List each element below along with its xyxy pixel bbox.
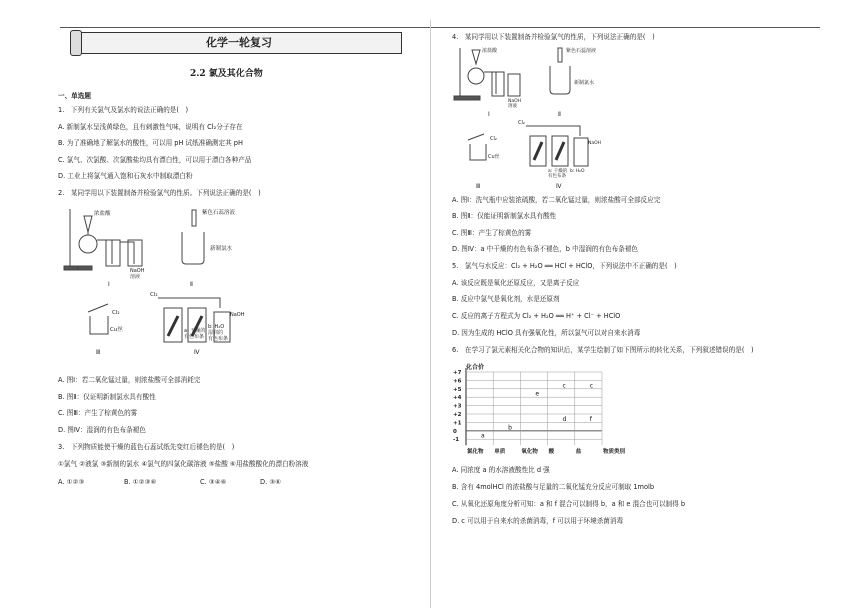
y-tick-label: +7: [453, 370, 462, 376]
q3-choice-d: D. ③⑥: [260, 478, 282, 486]
q3-choice-c: C. ③④⑥: [200, 478, 227, 486]
q4-stem: 4. 某同学用以下装置制备并检验氯气的性质，下列说法正确的是( ): [452, 33, 655, 41]
label-b-h2o-r: b: H₂O: [570, 169, 585, 174]
x-category-label: 物质类别: [603, 449, 626, 456]
section-heading: 一、单选题: [58, 92, 91, 100]
q2-option-a: A. 图Ⅰ：若二氧化锰过量，则浓盐酸可全部消耗完: [58, 376, 201, 384]
q1-option-d: D. 工业上将氯气通入饱和石灰水中制取漂白粉: [58, 172, 193, 180]
tongs-r: [468, 134, 484, 140]
point-f: f: [589, 415, 592, 423]
q4-option-c: C. 图Ⅲ：产生了棕黄色的雾: [452, 229, 532, 237]
point-e: e: [535, 390, 540, 398]
y-tick-label: +3: [453, 403, 462, 410]
x-category-label: 氯化物: [467, 449, 484, 456]
beaker: [182, 232, 204, 264]
x-category-label: 单质: [494, 449, 506, 456]
q2-option-d: D. 图Ⅳ：湿润的有色布条褪色: [58, 426, 146, 434]
label-naoh-r2: NaOH: [588, 141, 602, 146]
label-fig-2: Ⅱ: [190, 281, 193, 288]
naoh-bottle-r2: [574, 138, 588, 166]
delivery-tube: [97, 240, 112, 264]
naoh-bottle: [128, 240, 142, 266]
label-b-h2o: b: H₂O: [208, 324, 225, 330]
q1-option-b: B. 为了准确地了解氯水的酸性，可以用 pH 试纸准确测定其 pH: [58, 139, 243, 147]
funnel-r: [472, 50, 480, 64]
dropper: [192, 210, 196, 226]
doc-title: 化学一轮复习: [206, 36, 272, 49]
valence-chart: [452, 362, 626, 464]
q1-option-a: A. 新制氯水呈浅黄绿色，且有刺激性气味，说明有 Cl₂分子存在: [58, 123, 243, 131]
cloth-a: [168, 316, 178, 336]
point-a: a: [480, 432, 485, 440]
label-fig-3-r: Ⅲ: [476, 183, 481, 190]
label-a-cloth: 有色布条: [184, 334, 205, 340]
doc-subtitle: 2.2 氯及其化合物: [190, 69, 263, 79]
q3-stem: 3. 下列物质能使干燥的蓝色石蕊试纸先变红后褪色的是( ): [58, 443, 235, 451]
y-tick-label: -1: [453, 437, 460, 444]
chart-y-ticks: [453, 370, 462, 443]
label-fig-1-r: Ⅰ: [488, 111, 490, 118]
gas-jar: [90, 316, 108, 334]
y-tick-label: +4: [453, 395, 462, 402]
label-conc-hcl-r: 浓盐酸: [482, 48, 498, 54]
label-a-cloth-r: 有色布条: [548, 174, 566, 179]
q3-choice-a: A. ①②③: [58, 478, 85, 486]
q4-option-b: B. 图Ⅱ：仅能证明新制氯水具有酸性: [452, 212, 557, 220]
q3-choice-b: B. ①②③⑥: [124, 478, 157, 486]
q4-option-a: A. 图Ⅰ：洗气瓶中应装浓硫酸，若二氧化锰过量，则浓盐酸可全部反应完: [452, 196, 661, 204]
beaker-r: [550, 66, 570, 94]
q4-option-d: D. 图Ⅳ：a 中干燥的有色布条不褪色，b 中湿润的有色布条褪色: [452, 245, 639, 253]
y-tick-label: +1: [453, 420, 462, 427]
gas-line: [158, 298, 220, 308]
y-tick-label: +6: [453, 378, 462, 385]
x-category-label: 盐: [575, 449, 582, 456]
q5-option-b: B. 反应中氯气是氧化剂，水是还原剂: [452, 295, 560, 303]
point-b: b: [508, 424, 512, 432]
wash-bottle: [106, 240, 120, 266]
label-chlorine-water: 新制氯水: [210, 246, 233, 252]
gas-line-r: [526, 126, 580, 136]
label-naoh-r: NaOH: [508, 99, 522, 104]
label-litmus-r: 紫色石蕊溶液: [566, 48, 597, 54]
label-fig-4: Ⅳ: [194, 349, 200, 356]
q6-option-a: A. 同浓度 a 的水溶液酸性比 d 强: [452, 466, 550, 474]
label-b-cloth: 有色布条: [208, 336, 229, 342]
flask: [79, 235, 97, 253]
label-fig-3: Ⅲ: [96, 349, 101, 356]
dropper-r: [558, 48, 562, 62]
q6-option-b: B. 含有 4molHCl 的浓盐酸与足量的二氧化锰充分反应可制取 1molb: [452, 483, 655, 491]
tongs: [88, 304, 108, 312]
label-naoh-2: NaOH: [230, 312, 245, 318]
q2-option-b: B. 图Ⅱ：仅证明新制氯水具有酸性: [58, 393, 156, 401]
q5-option-c: C. 反应的离子方程式为 Cl₂ + H₂O ══ H⁺ + Cl⁻ + HClO: [452, 312, 621, 320]
column-divider: [430, 20, 431, 608]
x-category-label: 氧化物: [521, 449, 538, 456]
q2-apparatus-figure: [60, 204, 300, 354]
q6-stem: 6. 在学习了氯元素相关化合物的知识后，某学生绘制了如下图所示的转化关系，下列叙述错误的是( ): [452, 346, 754, 354]
cloth-a-r: [534, 142, 542, 160]
label-cl2-r2: Cl₂: [518, 120, 525, 126]
stand-base-r: [454, 96, 480, 100]
tube-2: [120, 242, 134, 264]
wash-bottle-r: [492, 72, 504, 96]
q5-option-a: A. 该反应既是氧化还原反应，又是离子反应: [452, 279, 580, 287]
label-fig-2-r: Ⅱ: [558, 111, 561, 118]
label-a-dry-r: a: 干燥的: [548, 169, 568, 174]
label-cl2-a: Cl₂: [112, 310, 120, 316]
chart-ylabel: 化合价: [466, 364, 485, 371]
tube-r: [484, 72, 496, 94]
chart-x-categories: [467, 447, 626, 455]
y-tick-label: +5: [453, 386, 462, 393]
point-d: d: [562, 415, 567, 423]
top-rule: [60, 27, 820, 28]
q5-stem: 5. 氯气与水反应：Cl₂ + H₂O ══ HCl + HClO，下列说法中不正确的是( ): [452, 262, 677, 270]
flask-r: [468, 68, 484, 84]
q5-option-d: D. 因为生成的 HClO 具有强氧化性，所以氯气可以对自来水消毒: [452, 329, 641, 337]
q1-option-c: C. 氯气、次氯酸、次氯酸盐均具有漂白性，可以用于漂白各种产品: [58, 156, 252, 164]
point-c: c: [562, 382, 566, 390]
label-a-dry: a: 干燥的: [184, 328, 206, 334]
funnel: [84, 216, 92, 232]
label-cu-r: Cu丝: [488, 154, 500, 160]
q2-stem: 2. 某同学用以下装置制备并检验氯气的性质。下列说法正确的是( ): [58, 189, 261, 197]
label-solution-r: 溶液: [508, 104, 517, 109]
q6-option-d: D. c 可以用于自来水的杀菌消毒，f 可以用于环境杀菌消毒: [452, 517, 624, 525]
label-litmus-1: 紫色石蕊溶液: [202, 210, 236, 216]
q6-option-c: C. 从氧化还原角度分析可知：a 和 f 混合可以制得 b，a 和 e 混合也可以制得 b: [452, 500, 686, 508]
y-tick-label: +2: [453, 412, 462, 418]
q2-option-c: C. 图Ⅲ：产生了棕黄色的雾: [58, 409, 138, 417]
label-b-wet: 湿润的: [208, 330, 224, 336]
label-cl2-b: Cl₂: [150, 292, 158, 298]
label-conc-hcl: 浓盐酸: [94, 211, 111, 217]
cloth-b-r: [556, 142, 564, 160]
label-fig-1: Ⅰ: [108, 281, 110, 288]
gas-jar-r: [470, 144, 486, 160]
naoh-bottle-r: [508, 74, 520, 96]
q1-stem: 1. 下列有关氯气及氯水的说法正确的是( ): [58, 106, 189, 114]
y-tick-label: 0: [453, 428, 457, 435]
q3-items: ①氯气 ②液氯 ③新制的氯水 ④氯气的四氯化碳溶液 ⑤盐酸 ⑥用盐酸酸化的漂白粉溶液: [58, 460, 309, 468]
label-naoh: NaOH: [130, 268, 145, 274]
label-chlorine-water-r: 新制氯水: [574, 80, 595, 86]
chart-grid: [466, 368, 602, 445]
label-solution: 溶液: [130, 274, 141, 280]
point-c: c: [589, 382, 594, 390]
q4-apparatus-figure: [452, 44, 632, 190]
label-cu-wire: Cu丝: [110, 327, 123, 333]
title-banner: [70, 30, 400, 54]
label-fig-4-r: Ⅳ: [556, 183, 562, 190]
label-cl2-r: Cl₂: [490, 136, 497, 142]
x-category-label: 酸: [548, 449, 555, 456]
